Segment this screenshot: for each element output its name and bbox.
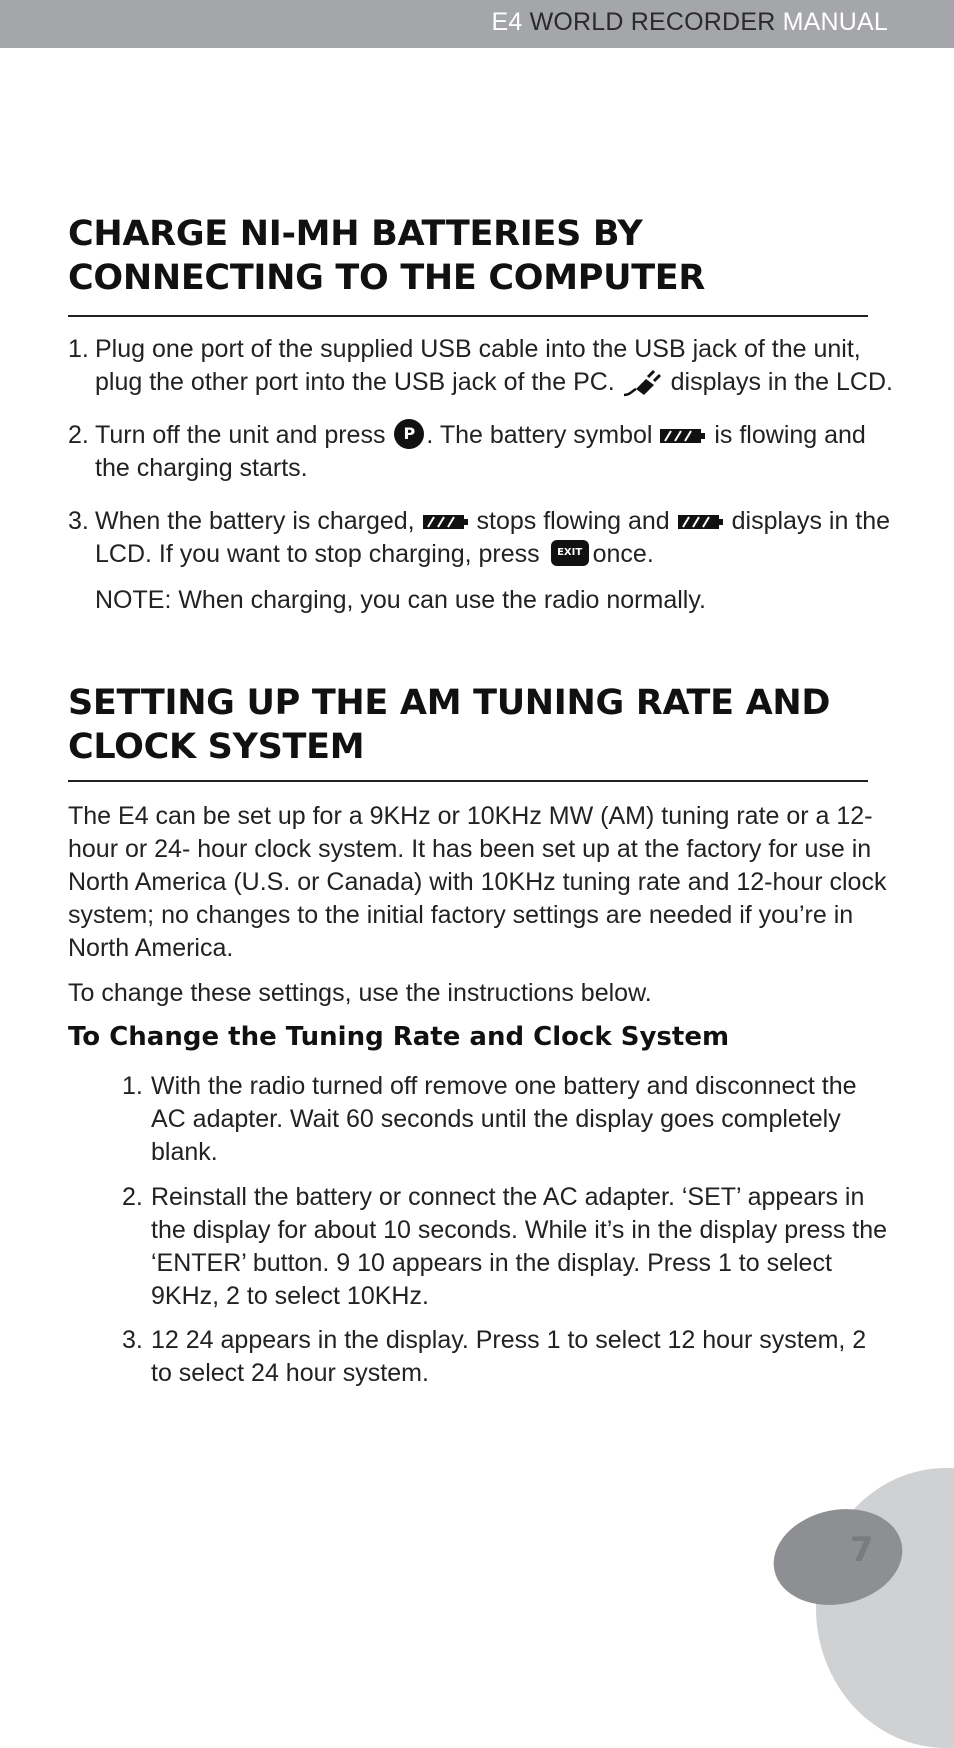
list-text: Plug one port of the supplied USB cable into the USB jack of the unit, plug the other port into the USB jack of the PC. (95, 335, 861, 396)
list-text: With the radio turned off remove one battery and disconnect the AC adapter. Wait 60 seconds until the display goes completely blank. (151, 1072, 857, 1166)
list-text: Turn off the unit and press (95, 421, 386, 449)
subheading: To Change the Tuning Rate and Clock System (68, 1022, 730, 1052)
body-paragraph: To change these settings, use the instructions below. (68, 979, 652, 1007)
section-charge (68, 212, 890, 300)
list-text: Reinstall the battery or connect the AC adapter. ‘SET’ appears in the display for about 10 seconds. While it’s in the display press the ‘ENTER’ button. 9 10 appears in the display. Press 1 to select 9KHz, 2 to select 10KHz. (151, 1183, 888, 1310)
page-number: 7 (850, 1530, 874, 1570)
list-number: 1. (122, 1072, 143, 1100)
document-title (491, 8, 888, 37)
list-text: displays in the LCD. If you want to stop charging, press (95, 507, 891, 568)
battery-icon (677, 513, 725, 531)
header-model: E4 (491, 8, 530, 36)
list-number: 3. (68, 507, 89, 535)
section-title-charge: CHARGE NI-MH BATTERIES BY CONNECTING TO THE COMPUTER (68, 214, 706, 298)
section-divider (68, 780, 868, 782)
header-product: WORLD RECORDER (529, 8, 776, 36)
list-text: displays in the LCD. (670, 368, 893, 396)
usb-plug-icon (622, 369, 664, 397)
battery-icon (422, 513, 470, 531)
section-tuning (68, 681, 890, 769)
list-text: . The battery symbol (426, 421, 653, 449)
list-item (68, 333, 898, 399)
p-button-icon: P (394, 419, 424, 449)
header-manual: MANUAL (775, 8, 888, 36)
list-item (122, 1324, 892, 1390)
exit-button-icon: EXIT (551, 540, 589, 566)
list-item (122, 1181, 892, 1313)
body-paragraph: The E4 can be set up for a 9KHz or 10KHz MW (AM) tuning rate or a 12-hour or 24- hour clock system. It has been set up at the factory for use in North America (U.S. or Canada) with 10KHz tuning rate and 12-hour clock system; no changes to the initial factory settings are needed if you’re in North America. (68, 802, 887, 962)
list-number: 3. (122, 1326, 143, 1354)
section-title-tuning: SETTING UP THE AM TUNING RATE AND CLOCK SYSTEM (68, 683, 831, 767)
section-divider (68, 315, 868, 317)
list-number: 2. (68, 421, 89, 449)
list-item (68, 505, 898, 571)
list-text: 12 24 appears in the display. Press 1 to select 12 hour system, 2 to select 24 hour system. (151, 1326, 867, 1387)
list-item (122, 1070, 892, 1169)
list-number: 2. (122, 1183, 143, 1211)
list-number: 1. (68, 335, 89, 363)
list-text: stops flowing and (476, 507, 670, 535)
list-text: When the battery is charged, (95, 507, 415, 535)
list-text: is flowing and the charging starts. (95, 421, 866, 482)
note-text: NOTE: When charging, you can use the radio normally. (95, 586, 706, 614)
list-text: once. (592, 540, 654, 568)
battery-icon (659, 427, 707, 445)
list-item (68, 419, 898, 485)
